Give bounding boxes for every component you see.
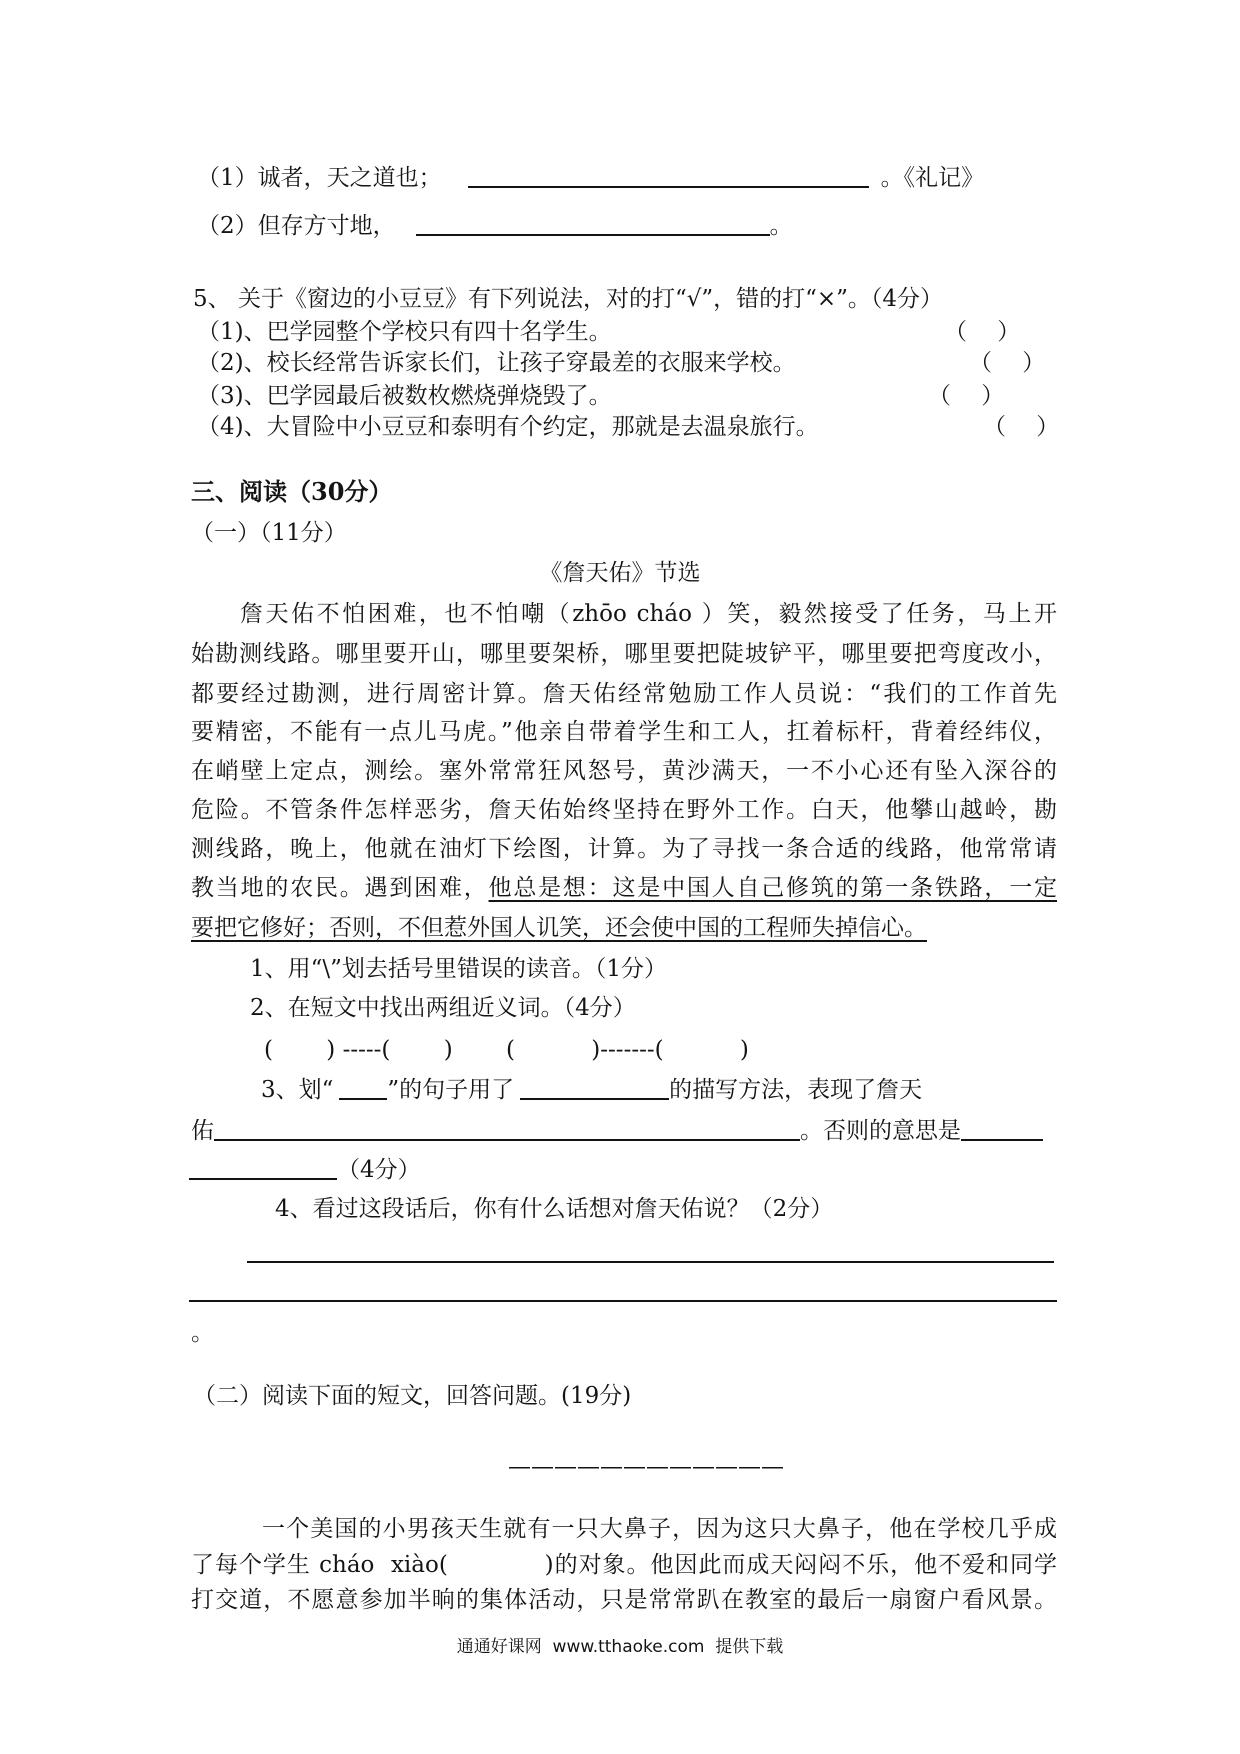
answer-blank: [961, 1117, 1043, 1141]
question-3-text: 。否则的意思是: [800, 1118, 961, 1144]
q5-answer-bracket-4: （ ）: [983, 414, 1060, 440]
passage-text: 教当地的农民。遇到困难，: [191, 875, 489, 901]
question-3-continued: [189, 1155, 421, 1185]
passage-line: 一个美国的小男孩天生就有一只大鼻子，因为这只大鼻子，他在学校几乎成: [262, 1516, 1057, 1542]
passage-line: 詹天佑不怕困难，也不怕嘲（zhōo cháo ）笑，毅然接受了任务，马上开: [240, 601, 1057, 627]
fill-in-suffix: 。《礼记》: [880, 165, 985, 191]
answer-blank: [189, 1156, 337, 1180]
question-3-text: 的描写方法，表现了詹天: [669, 1077, 923, 1103]
passage-line: 要精密，不能有一点儿马虎。”他亲自带着学生和工人，扛着标杆，背着经纬仪，: [191, 719, 1057, 745]
q5-statement-4: （4)、大冒险中小豆豆和泰明有个约定，那就是去温泉旅行。: [197, 414, 819, 440]
q5-statement-2: （2)、校长经常告诉家长们，让孩子穿最差的衣服来学校。: [197, 350, 796, 376]
synonym-answer-brackets: ( ) -----( ) ( )-------( ): [264, 1037, 749, 1063]
answer-blank: [468, 164, 869, 188]
question-3-score: （4分）: [337, 1157, 421, 1183]
fill-in-prefix: （2）但存方寸地，: [197, 213, 396, 239]
underlined-sentence: 他总是想：这是中国人自己修筑的第一条铁路，一定: [488, 875, 1058, 901]
q5-answer-bracket-3: （ ）: [928, 383, 1005, 409]
answer-blank: [339, 1076, 387, 1100]
part2-label: （二）阅读下面的短文，回答问题。(19分): [193, 1383, 632, 1409]
passage-title-blank: ————————————: [508, 1454, 784, 1480]
passage-line: 打交道，不愿意参加半晌的集体活动，只是常常趴在教室的最后一扇窗户看风景。: [191, 1587, 1057, 1613]
answer-blank: [416, 212, 770, 236]
question-3: [261, 1075, 922, 1105]
page-footer: 通通好课网 www.tthaoke.com 提供下载: [456, 1637, 784, 1657]
answer-blank: [520, 1076, 669, 1100]
question-3-text: ”的句子用了: [387, 1077, 515, 1103]
passage-line: [191, 873, 1057, 903]
passage-line: 在峭壁上定点，测绘。塞外常常狂风怒号，黄沙满天，一不小心还有坠入深谷的: [191, 758, 1057, 784]
question-4: 4、看过这段话后，你有什么话想对詹天佑说？（2分）: [275, 1196, 834, 1222]
passage-line: 测线路，晚上，他就在油灯下绘图，计算。为了寻找一条合适的线路，他常常请: [191, 836, 1057, 862]
q5-statement-3: （3)、巴学园最后被数枚燃烧弹烧毁了。: [197, 383, 612, 409]
answer-line: [189, 1300, 1057, 1302]
section-heading: 三、阅读（30分）: [191, 477, 393, 506]
passage-title: 《詹天佑》节选: [539, 560, 701, 586]
passage-line: 始勘测线路。哪里要开山，哪里要架桥，哪里要把陡坡铲平，哪里要把弯度改小，: [191, 641, 1057, 667]
passage-line: 危险。不管条件怎样恶劣，詹天佑始终坚持在野外工作。白天，他攀山越岭，勘: [191, 797, 1057, 823]
question-3-text: 3、划“: [261, 1077, 334, 1103]
passage-line: 了每个学生 cháo xiào( )的对象。他因此而成天闷闷不乐，他不爱和同学: [191, 1552, 1057, 1578]
fill-in-item-2: [197, 211, 793, 241]
question-3-text: 佑: [191, 1118, 214, 1144]
part1-label: （一）（11分）: [191, 520, 347, 546]
passage-line: [191, 913, 941, 943]
fill-in-prefix: （1）诚者，天之道也；: [197, 165, 442, 191]
q5-answer-bracket-1: （ ）: [944, 319, 1021, 345]
answer-line: [247, 1261, 1054, 1263]
question-2: 2、在短文中找出两组近义词。（4分）: [250, 995, 636, 1021]
q5-answer-bracket-2: （ ）: [969, 350, 1046, 376]
q5-title: 5、 关于《窗边的小豆豆》有下列说法，对的打“√”，错的打“×”。（4分）: [193, 286, 944, 312]
question-3-continued: [191, 1116, 1043, 1146]
underlined-sentence: 要把它修好；否则，不但惹外国人讥笑，还会使中国的工程师失掉信心。: [191, 915, 927, 941]
q5-statement-1: （1)、巴学园整个学校只有四十名学生。: [197, 319, 612, 345]
answer-blank: [214, 1117, 800, 1141]
passage-line: 都要经过勘测，进行周密计算。詹天佑经常勉励工作人员说：“我们的工作首先: [191, 681, 1057, 707]
answer-end-mark: 。: [191, 1320, 214, 1346]
fill-in-suffix: 。: [769, 213, 793, 239]
question-1: 1、用“\”划去括号里错误的读音。（1分）: [250, 956, 668, 982]
fill-in-item-1: [197, 163, 984, 193]
